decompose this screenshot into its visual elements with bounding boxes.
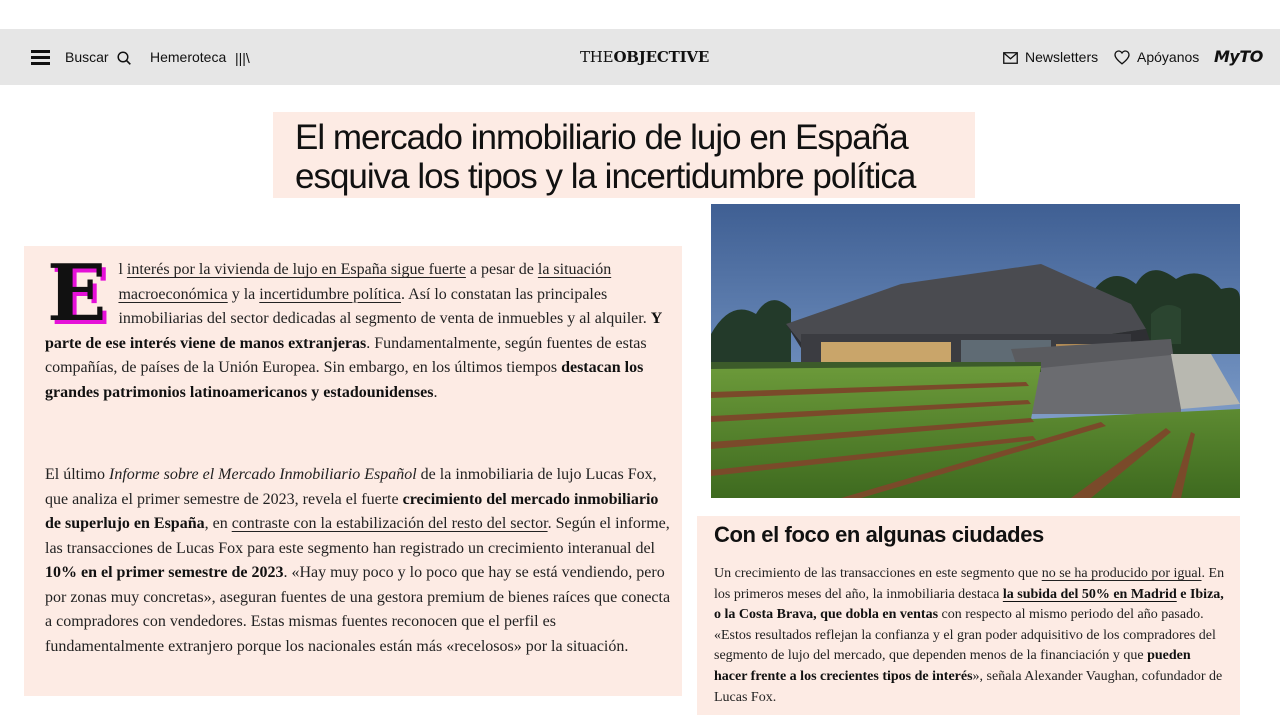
text-span: . <box>433 383 438 401</box>
text-span: », señala Alexander Vaughan, cofundador de Lucas Fox. <box>714 668 1223 705</box>
myto-account-link[interactable]: MyTO <box>1214 47 1263 66</box>
bold-span: e Ibiza, o la Costa Brava, que dobla en ventas <box>714 586 1224 623</box>
text-span: . Fundamentalmente, según fuentes de estas compañías, de países de la Unión Europea. Sin embargo, en los últimos tiempos <box>45 334 647 376</box>
site-logo[interactable] <box>580 48 709 66</box>
archive-link[interactable]: Hemeroteca <box>150 49 227 65</box>
text-span: l <box>118 261 127 278</box>
bold-span: Y parte de ese interés viene de manos extranjeras <box>45 310 662 352</box>
article-photo-luxury-house <box>711 204 1240 498</box>
article-body <box>24 246 682 696</box>
text-span: . «Hay muy poco y lo poco que hay se está vendiendo, pero por zonas muy concretas», aseguran fuentes de una gestora premium de bienes raíces que conecta a compradores con vendedores. Estas mismas fuentes reconocen que el perfil es fundamentalmente extranjero porque los nacionales están más «recelosos» por la situación. <box>45 564 671 655</box>
article-paragraph-2 <box>45 463 675 659</box>
bold-span: 10% en el primer semestre de 2023 <box>45 564 284 581</box>
support-link[interactable]: Apóyanos <box>1137 49 1200 65</box>
article-title: El mercado inmobiliario de lujo en España esquiva los tipos y la incertidumbre política <box>295 118 916 196</box>
link-madrid-rise[interactable]: la subida del 50% en Madrid <box>1002 586 1177 602</box>
text-span: . En los primeros meses del año, la inmobiliaria destaca <box>714 566 1225 602</box>
link-macroeconomic[interactable]: la situación macroeconómica <box>118 261 612 303</box>
link-market-contrast[interactable]: contraste con la estabilización del resto del sector <box>231 515 548 532</box>
text-span: . Según el informe, las transacciones de Lucas Fox para este segmento han registrado un crecimiento interanual del <box>45 515 670 557</box>
link-political-uncertainty[interactable]: incertidumbre política <box>259 285 402 303</box>
menu-icon[interactable] <box>31 50 50 65</box>
text-span: . Así lo constatan las principales inmobiliarias del sector dedicadas al segmento de venta de inmuebles y al alquiler. <box>118 285 651 327</box>
link-not-equal[interactable]: no se ha producido por igual <box>1041 566 1202 581</box>
bold-span: destacan los grandes patrimonios latinoamericanos y estadounidenses <box>45 359 644 401</box>
text-span: y la <box>227 285 260 303</box>
search-button[interactable]: Buscar <box>65 49 109 65</box>
newsletters-link[interactable]: Newsletters <box>1025 49 1099 65</box>
logo-light: THE <box>580 48 614 66</box>
bold-span: crecimiento del mercado inmobiliario de superlujo en España <box>45 490 659 532</box>
search-icon[interactable] <box>117 51 131 65</box>
sidebar-cities <box>697 516 1240 715</box>
dropcap-letter: E <box>47 248 107 339</box>
archive-icon[interactable]: |||\ <box>235 50 250 66</box>
link-luxury-interest[interactable]: interés por la vivienda de lujo en España sigue fuerte <box>126 261 466 278</box>
headline-highlight <box>273 112 975 198</box>
site-header <box>0 29 1280 85</box>
heart-icon[interactable] <box>1114 50 1130 65</box>
logo-bold: OBJECTIVE <box>613 48 710 66</box>
house-illustration <box>711 204 1240 498</box>
sidebar-title: Con el foco en algunas ciudades <box>714 522 1044 547</box>
italic-span: Informe sobre el Mercado Inmobiliario Español <box>109 466 417 483</box>
text-span: , en <box>204 515 232 532</box>
text-span: El último <box>45 466 109 483</box>
text-span: de la inmobiliaria de lujo Lucas Fox, que analiza el primer semestre de 2023, revela el fuerte <box>45 466 657 508</box>
mail-icon[interactable] <box>1003 52 1018 64</box>
sidebar-paragraph <box>714 564 1226 708</box>
article-paragraph-1 <box>45 248 675 405</box>
text-span: Un crecimiento de las transacciones en este segmento que <box>714 566 1042 581</box>
text-span: a pesar de <box>465 261 538 278</box>
bold-span: pueden hacer frente a los crecientes tipos de interés <box>714 648 1191 684</box>
text-span: con respecto al mismo periodo del año pasado. «Estos resultados reflejan la confianza y el gran poder adquisitivo de los compradores del segmento de lujo del mercado, que dependen menos de la financiación y que <box>714 607 1216 664</box>
